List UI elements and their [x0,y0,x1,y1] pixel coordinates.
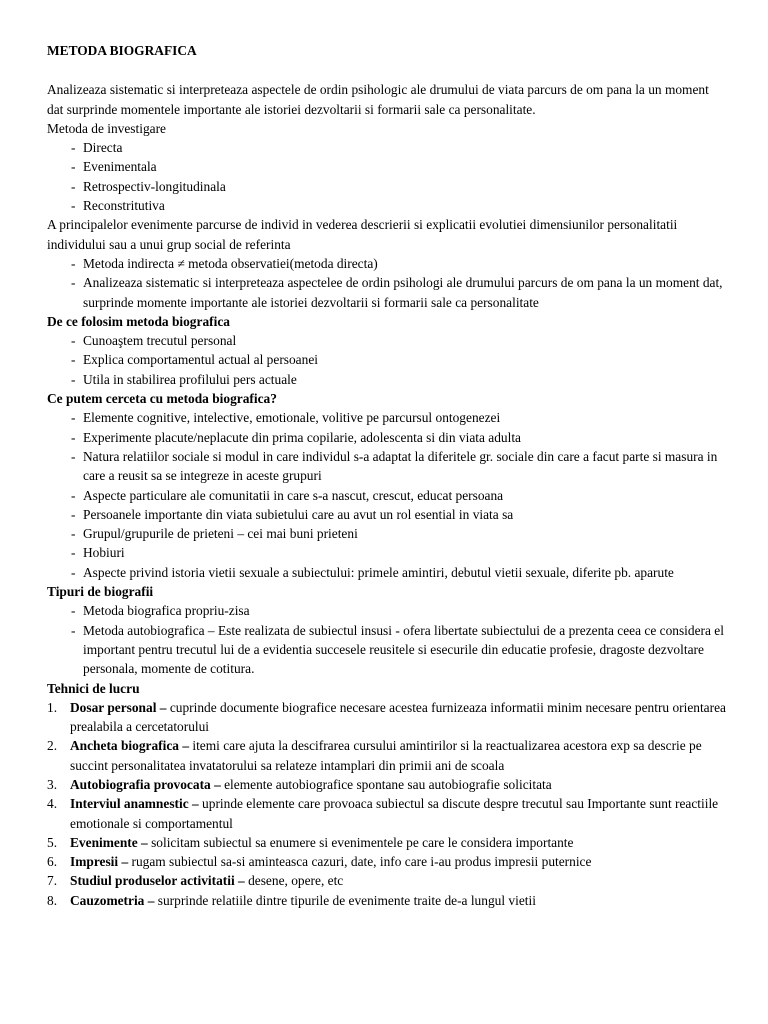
list-item: - Metoda autobiografica – Este realizata de subiectul insusi - ofera libertate subiectului de a prezenta ceea ce considera el important pentru trecutul lui de a evidentia succesele reusitele si esecurile din educatie profesie, dragoste dezvoltare personala, momente de cotitura. [47,621,728,679]
technique-item [47,891,728,910]
technique-number: 4. [47,796,58,812]
list-item: - Natura relatiilor sociale si modul in care individul s-a adaptat la diferitele gr. sociale din care a facut parte si masura in care a reusit sa se integreze in aceste grupuri [47,447,728,486]
technique-desc: cuprinde documente biografice necesare acestea furnizeaza informatii minim necesare pentru orientarea prealabila a cercetatorului [70,699,726,735]
analysis-list [47,254,728,312]
technique-desc: elemente autobiografice spontane sau autobiografie solicitata [220,776,552,792]
list-item: - Metoda biografica propriu-zisa [47,601,728,620]
technique-item [47,698,728,737]
types-list [47,601,728,678]
technique-number: 8. [47,892,58,908]
technique-name: Evenimente – [70,834,148,850]
investigation-label: Metoda de investigare [47,120,166,136]
document-title: METODA BIOGRAFICA [47,43,197,58]
technique-desc: rugam subiectul sa-si aminteasca cazuri, date, info care i-au produs impresii puternice [128,854,592,870]
technique-item [47,736,728,775]
list-item: - Hobiuri [47,543,728,562]
technique-desc: uprinde elemente care provoaca subiectul sa discute despre trecutul sau Importante sunt reactiile emotionale si comportamentul [70,796,719,831]
list-item: - Evenimentala [47,157,728,176]
list-item: - Analizeaza sistematic si interpreteaza aspectelee de ordin psihologi ale drumului parcurs de om pana la un moment dat, surprinde momente importante ale istoriei dezvoltarii si formarii sale ca personalitate [47,273,728,312]
technique-desc: itemi care ajuta la descifrarea cursului amintirilor si la reactualizarea acestora exp sa descrie pe succint personalitatea invatatorului sa relateze intamplari din primii ani de scoala [70,738,702,773]
technique-item [47,794,728,833]
technique-name: Autobiografia provocata – [70,776,221,792]
what-list [47,408,728,582]
why-heading: De ce folosim metoda biografica [47,313,230,329]
technique-name: Ancheta biografica – [70,738,190,754]
technique-number: 7. [47,873,58,889]
technique-name: Interviul anamnestic – [70,796,199,812]
technique-number: 1. [47,699,58,715]
technique-number: 3. [47,776,58,792]
intro-paragraph: Analizeaza sistematic si interpreteaza aspectele de ordin psihologic ale drumului de viata parcurs de om pana la un moment dat surprinde momentele importante ale istoriei dezvoltarii si formarii sale ca personalitate. [47,82,709,117]
list-item: - Retrospectiv-longitudinala [47,177,728,196]
list-item: - Aspecte privind istoria vietii sexuale a subiectului: primele amintiri, debutul vietii sexuale, diferite pb. aparute [47,563,728,582]
list-item: - Experimente placute/neplacute din prima copilarie, adolescenta si din viata adulta [47,428,728,447]
techniques-heading: Tehnici de lucru [47,680,140,696]
list-item: - Utila in stabilirea profilului pers actuale [47,370,728,389]
list-item: - Directa [47,138,728,157]
list-item: - Cunoaştem trecutul personal [47,331,728,350]
analysis-paragraph: A principalelor evenimente parcurse de individ in vederea descrierii si explicatii evolutiei dimensiunilor personalitatii individului sau a unui grup social de referinta [47,217,678,252]
techniques-list [47,698,728,910]
technique-desc: desene, opere, etc [244,873,344,889]
technique-item [47,852,728,871]
technique-number: 5. [47,834,58,850]
list-item: - Reconstritutiva [47,196,728,215]
why-list [47,331,728,389]
list-item: - Grupul/grupurile de prieteni – cei mai buni prieteni [47,524,728,543]
list-item: - Persoanele importante din viata subietului care au avut un rol esential in viata sa [47,505,728,524]
investigation-list [47,138,728,215]
technique-item [47,775,728,794]
list-item: - Explica comportamentul actual al persoanei [47,350,728,369]
technique-name: Cauzometria – [70,892,155,908]
technique-name: Impresii – [70,854,129,870]
list-item: - Metoda indirecta ≠ metoda observatiei(metoda directa) [47,254,728,273]
technique-number: 6. [47,854,58,870]
technique-desc: surprinde relatiile dintre tipurile de evenimente traite de-a lungul vietii [154,892,536,908]
list-item: - Aspecte particulare ale comunitatii in care s-a nascut, crescut, educat persoana [47,486,728,505]
technique-item [47,833,728,852]
what-heading: Ce putem cerceta cu metoda biografica? [47,391,277,407]
types-heading: Tipuri de biografii [47,584,154,600]
technique-name: Dosar personal – [70,699,167,715]
technique-number: 2. [47,738,58,754]
technique-desc: solicitam subiectul sa enumere si evenimentele pe care le considera importante [147,834,574,850]
technique-name: Studiul produselor activitatii – [70,873,245,889]
list-item: - Elemente cognitive, intelective, emotionale, volitive pe parcursul ontogenezei [47,408,728,427]
technique-item [47,871,728,890]
